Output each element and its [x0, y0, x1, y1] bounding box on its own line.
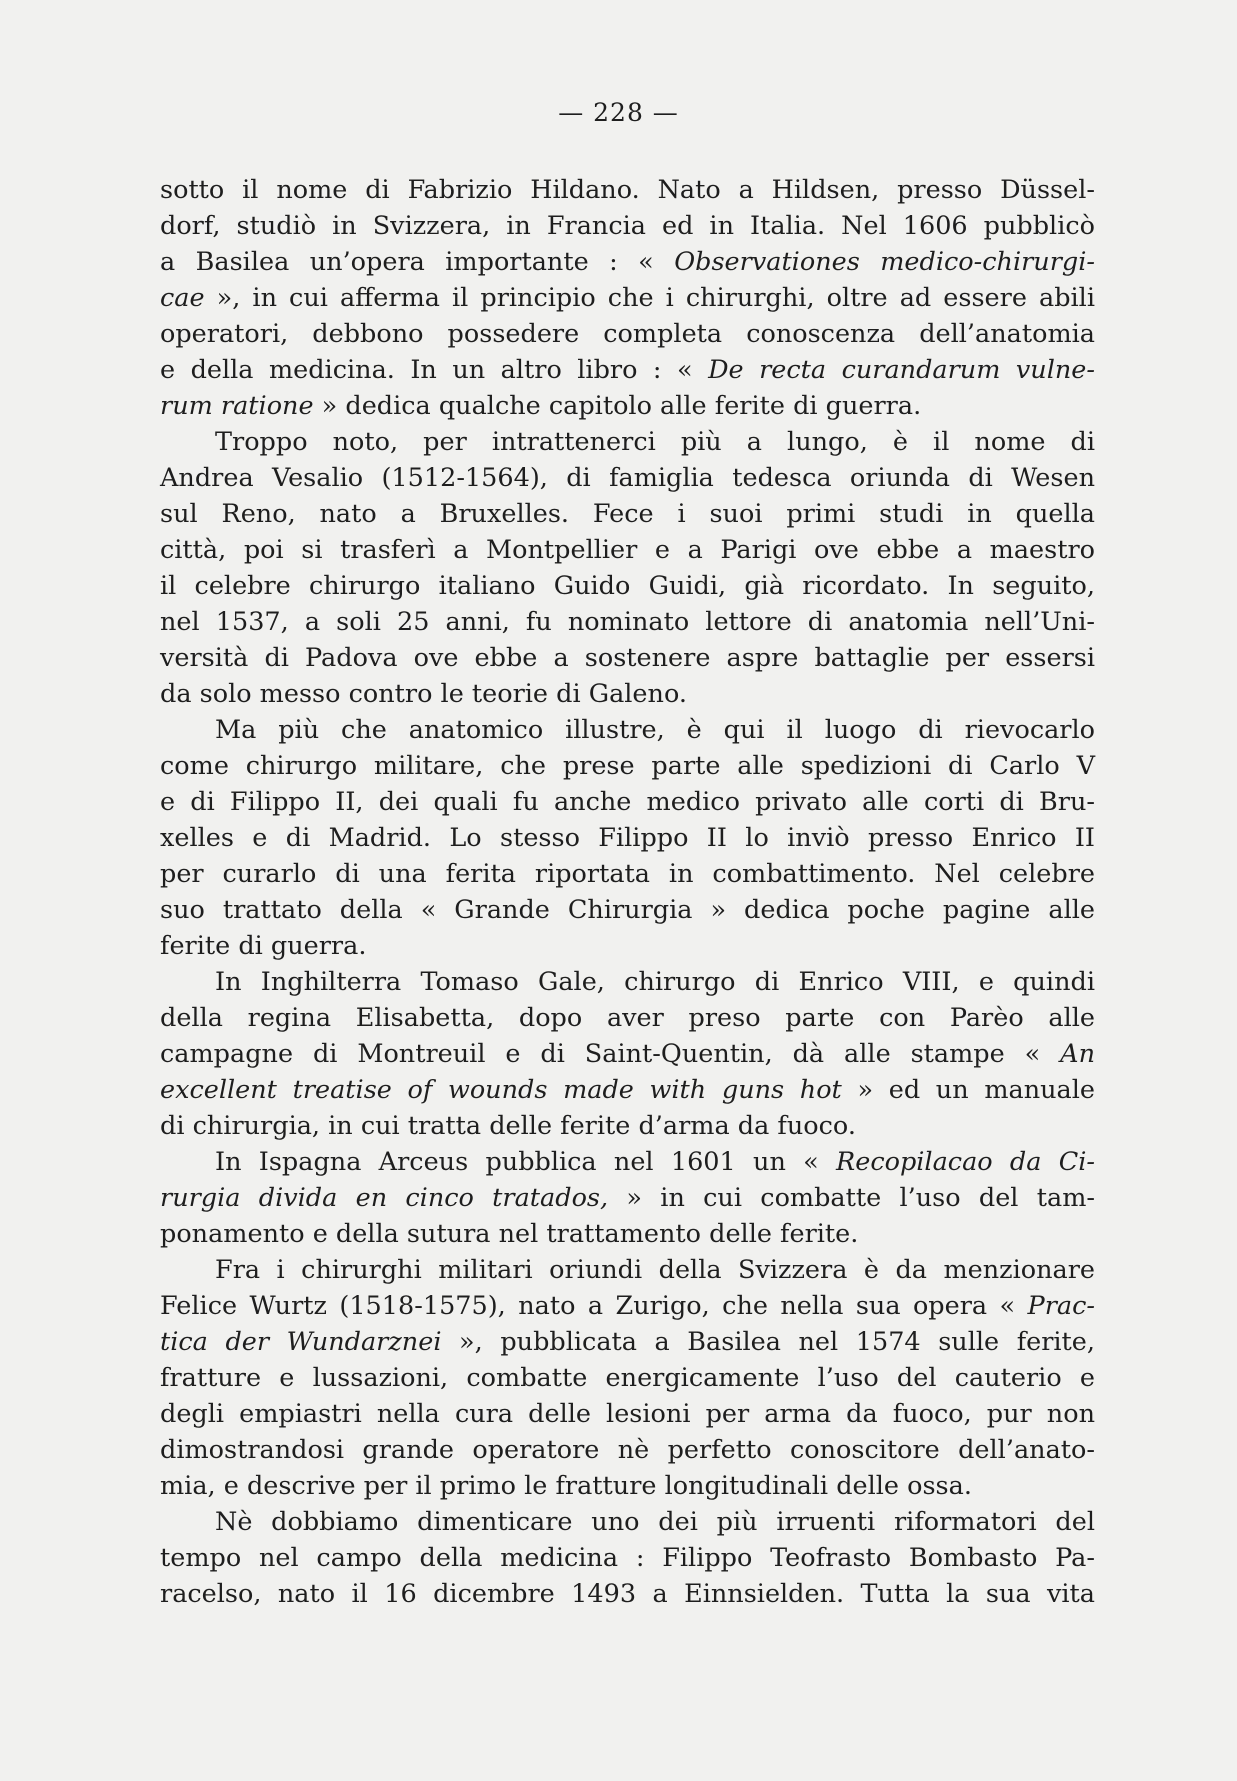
text-line [160, 352, 1095, 388]
text-line [160, 1288, 1095, 1324]
text-segment: ponamento e della sutura nel trattamento delle ferite. [160, 1219, 859, 1249]
text-segment: come chirurgo militare, che prese parte alle spedizioni di Carlo V [160, 751, 1095, 781]
text-line [160, 784, 1095, 820]
text-segment: tempo nel campo della medicina : Filippo Teofrasto Bombasto Pa- [160, 1543, 1095, 1573]
italic-title-text: excellent treatise of wounds made with guns hot [160, 1075, 842, 1105]
italic-title-text: cae [160, 283, 205, 313]
text-segment: xelles e di Madrid. Lo stesso Filippo II lo inviò presso Enrico II [160, 823, 1095, 853]
text-line [160, 964, 1095, 1000]
text-segment: fratture e lussazioni, combatte energicamente l’uso del cauterio e [160, 1363, 1095, 1393]
text-segment: dimostrandosi grande operatore nè perfetto conoscitore dell’anato- [160, 1435, 1095, 1465]
text-segment: Ma più che anatomico illustre, è qui il luogo di rievocarlo [215, 715, 1095, 745]
text-line [160, 1216, 1095, 1252]
text-segment: di chirurgia, in cui tratta delle ferite d’arma da fuoco. [160, 1111, 856, 1141]
text-segment: », pubblicata a Basilea nel 1574 sulle ferite, [441, 1327, 1096, 1357]
text-line [160, 208, 1095, 244]
text-line [160, 1468, 1095, 1504]
text-segment: » in cui combatte l’uso del tam- [608, 1183, 1095, 1213]
text-segment: a Basilea un’opera importante : « [160, 247, 675, 277]
text-segment: » ed un manuale [841, 1075, 1095, 1105]
text-segment: In Ispagna Arceus pubblica nel 1601 un « [215, 1147, 837, 1177]
text-line [160, 1072, 1095, 1108]
text-line [160, 1540, 1095, 1576]
text-segment: campagne di Montreuil e di Saint-Quentin, dà alle stampe « [160, 1039, 1061, 1069]
text-segment: e della medicina. In un altro libro : « [160, 355, 709, 385]
text-segment: Felice Wurtz (1518-1575), nato a Zurigo, che nella sua opera « [160, 1291, 1028, 1321]
text-segment: per curarlo di una ferita riportata in combattimento. Nel celebre [160, 859, 1095, 889]
text-segment: Andrea Vesalio (1512-1564), di famiglia tedesca oriunda di Wesen [160, 463, 1095, 493]
text-segment: degli empiastri nella cura delle lesioni per arma da fuoco, pur non [160, 1399, 1095, 1429]
text-segment: nel 1537, a soli 25 anni, fu nominato lettore di anatomia nell’Uni- [160, 607, 1095, 637]
text-segment: della regina Elisabetta, dopo aver preso parte con Parèo alle [160, 1003, 1095, 1033]
text-line [160, 460, 1095, 496]
italic-title-text: rurgia divida en cinco tratados, [160, 1183, 609, 1213]
text-segment: In Inghilterra Tomaso Gale, chirurgo di Enrico VIII, e quindi [215, 967, 1095, 997]
text-segment: sul Reno, nato a Bruxelles. Fece i suoi primi studi in quella [160, 499, 1095, 529]
text-segment: suo trattato della « Grande Chirurgia » dedica poche pagine alle [160, 895, 1095, 925]
text-line [160, 1396, 1095, 1432]
italic-title-text: rum ratione [160, 391, 314, 421]
italic-title-text: Recopilacao da Ci- [836, 1147, 1095, 1177]
italic-title-text: tica der Wundarznei [160, 1327, 442, 1357]
text-line [160, 244, 1095, 280]
italic-title-text: De recta curandarum vulne- [708, 355, 1096, 385]
text-line [160, 1180, 1095, 1216]
text-line [160, 496, 1095, 532]
text-segment: », in cui afferma il principio che i chirurghi, oltre ad essere abili [204, 283, 1095, 313]
italic-title-text: Prac- [1027, 1291, 1095, 1321]
text-segment: il celebre chirurgo italiano Guido Guidi, già ricordato. In seguito, [160, 571, 1095, 601]
text-line [160, 424, 1095, 460]
text-line [160, 640, 1095, 676]
text-line [160, 1108, 1095, 1144]
text-line [160, 892, 1095, 928]
text-line [160, 1144, 1095, 1180]
text-line [160, 1360, 1095, 1396]
text-segment: città, poi si trasferì a Montpellier e a Parigi ove ebbe a maestro [160, 535, 1095, 565]
text-segment: dorf, studiò in Svizzera, in Francia ed in Italia. Nel 1606 pubblicò [160, 211, 1095, 241]
text-line [160, 856, 1095, 892]
text-segment: Fra i chirurghi militari oriundi della Svizzera è da menzionare [215, 1255, 1095, 1285]
text-segment: racelso, nato il 16 dicembre 1493 a Einnsielden. Tutta la sua vita [160, 1579, 1095, 1609]
text-line [160, 1000, 1095, 1036]
text-line [160, 820, 1095, 856]
text-line [160, 532, 1095, 568]
page-number: — 228 — [558, 98, 679, 127]
italic-title-text: An [1060, 1039, 1095, 1069]
italic-title-text: Observationes medico-chirurgi- [674, 247, 1095, 277]
text-line [160, 388, 1095, 424]
text-line [160, 172, 1095, 208]
text-line [160, 712, 1095, 748]
text-segment: sotto il nome di Fabrizio Hildano. Nato a Hildsen, presso Düssel- [160, 175, 1095, 205]
text-segment: operatori, debbono possedere completa conoscenza dell’anatomia [160, 319, 1095, 349]
text-segment: e di Filippo II, dei quali fu anche medico privato alle corti di Bru- [160, 787, 1095, 817]
text-line [160, 1036, 1095, 1072]
text-line [160, 280, 1095, 316]
body-text [160, 172, 1095, 1612]
text-line [160, 568, 1095, 604]
text-line [160, 1576, 1095, 1612]
text-segment: mia, e descrive per il primo le fratture longitudinali delle ossa. [160, 1471, 972, 1501]
text-segment: Nè dobbiamo dimenticare uno dei più irruenti riformatori del [215, 1507, 1095, 1537]
text-line [160, 604, 1095, 640]
text-segment: Troppo noto, per intrattenerci più a lungo, è il nome di [215, 427, 1095, 457]
text-segment: versità di Padova ove ebbe a sostenere aspre battaglie per essersi [160, 643, 1095, 673]
text-line [160, 1324, 1095, 1360]
text-line [160, 1432, 1095, 1468]
text-line [160, 748, 1095, 784]
text-segment: da solo messo contro le teorie di Galeno. [160, 679, 687, 709]
text-line [160, 676, 1095, 712]
text-segment: » dedica qualche capitolo alle ferite di guerra. [313, 391, 922, 421]
text-line [160, 1252, 1095, 1288]
text-line [160, 928, 1095, 964]
text-line [160, 1504, 1095, 1540]
text-line [160, 316, 1095, 352]
text-segment: ferite di guerra. [160, 931, 367, 961]
